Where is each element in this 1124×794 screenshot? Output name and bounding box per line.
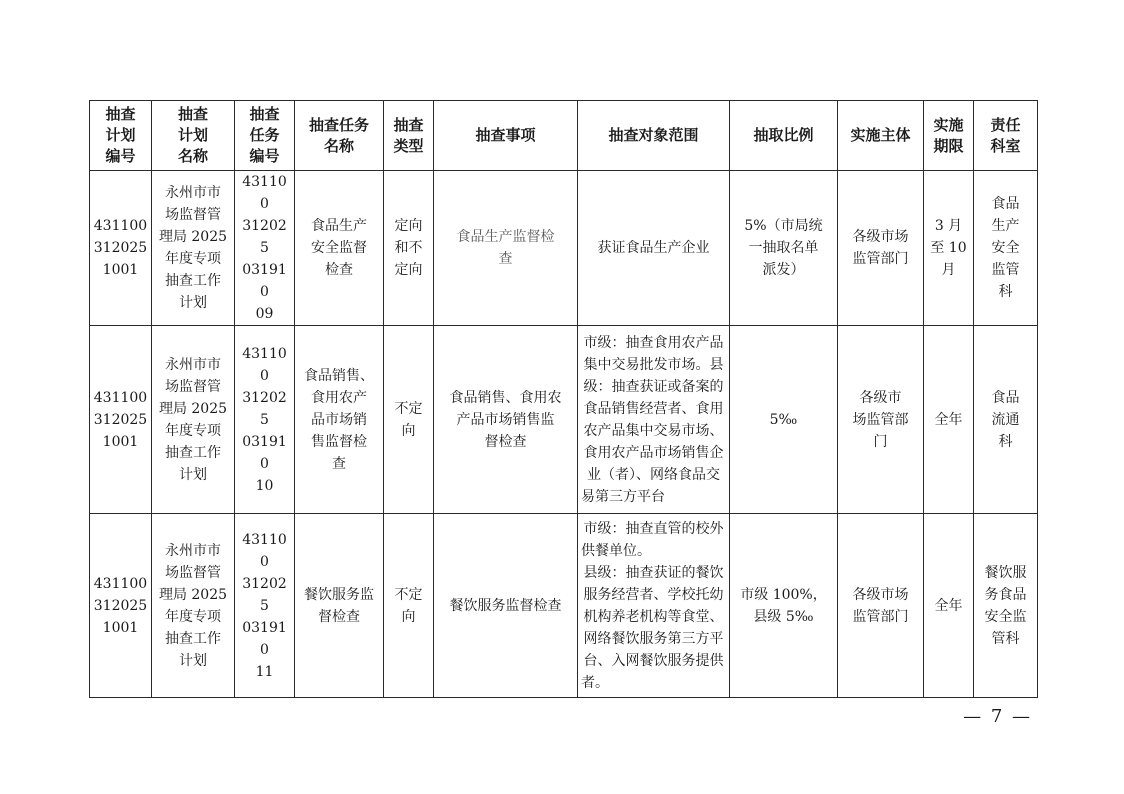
header-plan-id: 抽查 计划 编号 [90,101,152,171]
cell-task-id: 431100 312025 031910 09 [235,171,295,326]
cell-task-id: 431100 312025 031910 11 [235,514,295,698]
cell-check-item: 餐饮服务监督检查 [434,514,578,698]
header-task-id: 抽查 任务 编号 [235,101,295,171]
cell-ratio: 市级 100%， 县级 5‰ [730,514,838,698]
cell-task-id: 431100 312025 031910 10 [235,326,295,514]
table-header [90,101,1038,171]
header-check-type: 抽查 类型 [384,101,434,171]
cell-plan-id: 431100 312025 1001 [90,326,152,514]
cell-plan-name: 永州市市 场监督管 理局 2025 年度专项 抽查工作 计划 [152,514,235,698]
cell-plan-id: 431100 312025 1001 [90,514,152,698]
table-row [90,326,1038,514]
cell-task-name: 食品生产 安全监督 检查 [295,171,384,326]
cell-task-name: 食品销售、 食用农产 品市场销 售监督检 查 [295,326,384,514]
cell-scope: 市级：抽查食用农产品集中交易批发市场。县级：抽查获证或备案的食品销售经营者、食用农产品集中交易市场、食用农产品市场销售企业（者）、网络食品交易第三方平台 [578,326,730,514]
cell-check-item: 食品销售、食用农 产品市场销售监 督检查 [434,326,578,514]
cell-executor: 各级市场 监管部门 [838,171,924,326]
header-department: 责任 科室 [974,101,1038,171]
cell-task-name: 餐饮服务监 督检查 [295,514,384,698]
header-ratio: 抽取比例 [730,101,838,171]
cell-scope: 市级：抽查直管的校外供餐单位。 县级：抽查获证的餐饮服务经营者、学校托幼机构养老机构等食堂、网络餐饮服务第三方平台、入网餐饮服务提供者。 [578,514,730,698]
header-plan-name: 抽查 计划 名称 [152,101,235,171]
cell-ratio: 5‰ [730,326,838,514]
cell-plan-name: 永州市市 场监督管 理局 2025 年度专项 抽查工作 计划 [152,171,235,326]
header-period: 实施 期限 [924,101,974,171]
cell-period: 3 月 至 10 月 [924,171,974,326]
cell-department: 食品 流通 科 [974,326,1038,514]
cell-check-type: 不定 向 [384,326,434,514]
table-row [90,171,1038,326]
cell-department: 餐饮服 务食品 安全监 管科 [974,514,1038,698]
cell-executor: 各级市 场监管部 门 [838,326,924,514]
cell-plan-name: 永州市市 场监督管 理局 2025 年度专项 抽查工作 计划 [152,326,235,514]
header-task-name: 抽查任务 名称 [295,101,384,171]
page-number: — 7 — [963,706,1032,727]
header-check-item: 抽查事项 [434,101,578,171]
table-row [90,514,1038,698]
cell-check-type: 定向 和不 定向 [384,171,434,326]
spot-check-plan-table [89,100,1038,698]
cell-check-item: 食品生产监督检 查 [434,171,578,326]
header-executor: 实施主体 [838,101,924,171]
header-scope: 抽查对象范围 [578,101,730,171]
table-body [90,171,1038,698]
cell-period: 全年 [924,514,974,698]
cell-executor: 各级市场 监管部门 [838,514,924,698]
header-row [90,101,1038,171]
cell-plan-id: 431100 312025 1001 [90,171,152,326]
cell-period: 全年 [924,326,974,514]
cell-department: 食品 生产 安全 监管 科 [974,171,1038,326]
cell-ratio: 5%（市局统 一抽取名单 派发） [730,171,838,326]
cell-check-type: 不定 向 [384,514,434,698]
cell-scope: 获证食品生产企业 [578,171,730,326]
